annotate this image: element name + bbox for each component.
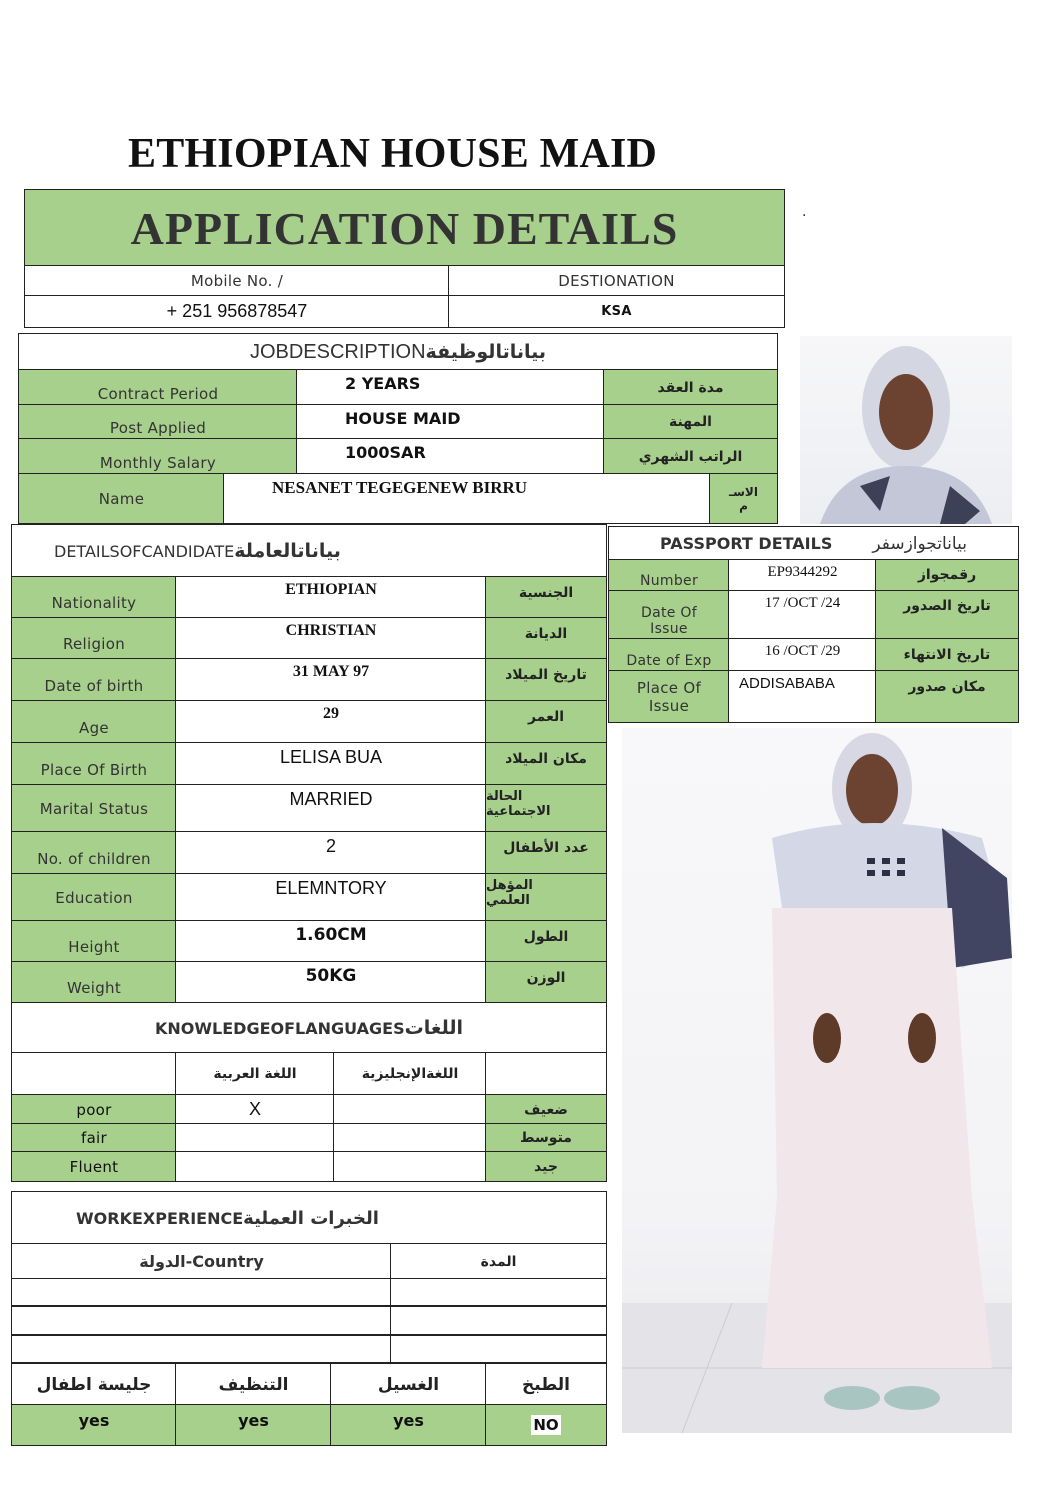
- candidate-row-label: Place Of Birth: [11, 742, 177, 786]
- name-ar-cell: الاسـ م: [709, 473, 778, 524]
- language-level-label: fair: [11, 1123, 177, 1153]
- experience-country-cell: [11, 1278, 392, 1306]
- destination-value-cell: [448, 295, 785, 328]
- document-title: ETHIOPIAN HOUSE MAID: [128, 131, 658, 177]
- candidate-row-value: CHRISTIAN: [175, 617, 487, 660]
- candidate-row-ar: الديانة: [485, 617, 607, 660]
- candidate-row-value: 29: [175, 700, 487, 744]
- candidate-row-ar: عدد الأطفال: [485, 831, 607, 875]
- candidate-row-value: LELISA BUA: [175, 742, 487, 786]
- english-language-header: اللغةالإنجليزية: [333, 1052, 487, 1096]
- candidate-row-value: ELEMNTORY: [175, 873, 487, 922]
- passport-row-label: Number: [608, 559, 730, 592]
- candidate-row-label: Height: [11, 920, 177, 963]
- experience-section-header: [11, 1191, 607, 1245]
- passport-heading-ar: بياناتجوازسفر: [872, 533, 967, 554]
- destination-label-cell: [448, 265, 785, 297]
- name-label-cell: Name: [18, 473, 225, 524]
- issue-date: 17 /OCT /24: [764, 595, 841, 611]
- candidate-row-label: Marital Status: [11, 784, 177, 833]
- candidate-row-ar: الجنسية: [485, 576, 607, 619]
- candidate-heading-en: DETAILSOFCANDIDATE: [54, 541, 235, 561]
- languages-heading-ar: اللغات: [404, 1017, 463, 1039]
- job-row-label: Monthly Salary: [18, 438, 298, 475]
- candidate-row-label: Date of birth: [11, 658, 177, 702]
- language-level-label: Fluent: [11, 1151, 177, 1182]
- passport-section-header: [608, 526, 1019, 561]
- candidate-row-label: No. of children: [11, 831, 177, 875]
- name-value-cell: [223, 473, 711, 524]
- job-row-value: 2 YEARS: [296, 369, 605, 406]
- passport-row-label: Date Of Issue: [608, 590, 730, 640]
- candidate-row-label: Weight: [11, 961, 177, 1004]
- job-row-label: Contract Period: [18, 369, 298, 406]
- candidate-row-ar: العمر: [485, 700, 607, 744]
- passport-row-ar: مكان صدور: [875, 670, 1019, 723]
- skill-label-washing: الغسيل: [330, 1362, 487, 1406]
- language-level-ar: ضعيف: [485, 1094, 607, 1125]
- passport-row-value: [728, 638, 877, 672]
- mobile-value: + 251 956878547: [166, 301, 308, 321]
- job-row-label: Post Applied: [18, 404, 298, 440]
- candidate-section-header: [11, 524, 607, 578]
- passport-row-label: Date of Exp: [608, 638, 730, 672]
- english-level-mark: [333, 1151, 487, 1182]
- experience-heading-ar: الخبرات العملية: [243, 1207, 379, 1229]
- passport-number: EP9344292: [767, 564, 838, 580]
- candidate-row-ar: الطول: [485, 920, 607, 963]
- job-section-header: [18, 333, 778, 371]
- arabic-level-mark: [175, 1151, 335, 1182]
- passport-row-ar: تاريخ الصدور: [875, 590, 1019, 640]
- skill-label-childcare: جليسة اطفال: [11, 1362, 177, 1406]
- job-heading-en: JOBDESCRIPTION: [249, 340, 426, 363]
- arabic-level-mark: X: [175, 1094, 335, 1125]
- job-row-ar: المهنة: [603, 404, 778, 440]
- languages-heading-en: KNOWLEDGEOFLANGUAGES: [155, 1018, 405, 1038]
- candidate-row-value: 31 MAY 97: [175, 658, 487, 702]
- experience-country-cell: [11, 1334, 392, 1364]
- languages-empty-cell: [485, 1052, 607, 1096]
- skill-label-cooking: الطبخ: [485, 1362, 607, 1406]
- english-level-mark: [333, 1123, 487, 1153]
- job-heading-ar: بياناتالوظيفة: [425, 341, 547, 363]
- passport-row-value: [728, 590, 877, 640]
- languages-corner-cell: [11, 1052, 177, 1096]
- candidate-row-ar: الوزن: [485, 961, 607, 1004]
- full-body-photo: [622, 728, 1012, 1433]
- mobile-label: Mobile No. /: [190, 272, 284, 290]
- candidate-row-label: Education: [11, 873, 177, 922]
- experience-country-cell: [11, 1305, 392, 1335]
- passport-row-ar: رقمجواز: [875, 559, 1019, 592]
- passport-row-ar: تاريخ الانتهاء: [875, 638, 1019, 672]
- application-banner: [24, 189, 785, 267]
- candidate-row-value: ETHIOPIAN: [175, 576, 487, 619]
- candidate-row-ar: مكان الميلاد: [485, 742, 607, 786]
- arabic-language-header: اللغة العربية: [175, 1052, 335, 1096]
- full-body-figure-icon: [622, 728, 1012, 1433]
- experience-heading-en: WORKEXPERIENCE: [76, 1208, 244, 1228]
- portrait-figure-icon: [800, 336, 1012, 524]
- country-column-header: الدولة-Country: [11, 1243, 392, 1280]
- job-row-value: 1000SAR: [296, 438, 605, 475]
- candidate-row-ar: المؤهل العلمي: [485, 873, 607, 922]
- stray-mark: .: [802, 204, 807, 220]
- candidate-row-value: 2: [175, 831, 487, 875]
- passport-heading-en: PASSPORT DETAILS: [660, 534, 833, 553]
- passport-row-value: [728, 670, 877, 723]
- languages-section-header: [11, 1002, 607, 1054]
- destination-value: KSA: [601, 304, 632, 319]
- mobile-label-cell: [24, 265, 450, 297]
- expiry-date: 16 /OCT /29: [764, 643, 841, 659]
- destination-label: DESTIONATION: [558, 272, 675, 290]
- candidate-heading-ar: بياناتالعاملة: [234, 540, 341, 562]
- candidate-name: NESANET TEGEGENEW BIRRU: [272, 478, 528, 497]
- experience-duration-cell: [390, 1305, 607, 1335]
- candidate-row-ar: الحالة الاجتماعية: [485, 784, 607, 833]
- candidate-row-ar: تاريخ الميلاد: [485, 658, 607, 702]
- skill-value-childcare: yes: [11, 1404, 177, 1446]
- candidate-row-label: Nationality: [11, 576, 177, 619]
- candidate-row-value: 1.60CM: [175, 920, 487, 963]
- candidate-row-label: Age: [11, 700, 177, 744]
- job-row-ar: الراتب الشهري: [603, 438, 778, 475]
- skill-label-cleaning: التنظيف: [175, 1362, 332, 1406]
- language-level-ar: جيد: [485, 1151, 607, 1182]
- skill-value-cleaning: yes: [175, 1404, 332, 1446]
- experience-duration-cell: [390, 1278, 607, 1306]
- duration-column-header: المدة: [390, 1243, 607, 1280]
- passport-row-label: Place Of Issue: [608, 670, 730, 723]
- language-level-ar: متوسط: [485, 1123, 607, 1153]
- portrait-photo: [800, 336, 1012, 524]
- candidate-row-label: Religion: [11, 617, 177, 660]
- job-row-value: HOUSE MAID: [296, 404, 605, 440]
- skill-value-washing: yes: [330, 1404, 487, 1446]
- skill-value-cooking: NO: [485, 1404, 607, 1446]
- experience-duration-cell: [390, 1334, 607, 1364]
- passport-row-value: [728, 559, 877, 592]
- language-level-label: poor: [11, 1094, 177, 1125]
- place-of-issue: ADDISABABA: [739, 675, 835, 692]
- job-row-ar: مدة العقد: [603, 369, 778, 406]
- banner-text: APPLICATION DETAILS: [130, 202, 679, 254]
- english-level-mark: [333, 1094, 487, 1125]
- mobile-value-cell: [24, 295, 450, 328]
- candidate-row-value: MARRIED: [175, 784, 487, 833]
- arabic-level-mark: [175, 1123, 335, 1153]
- candidate-row-value: 50KG: [175, 961, 487, 1004]
